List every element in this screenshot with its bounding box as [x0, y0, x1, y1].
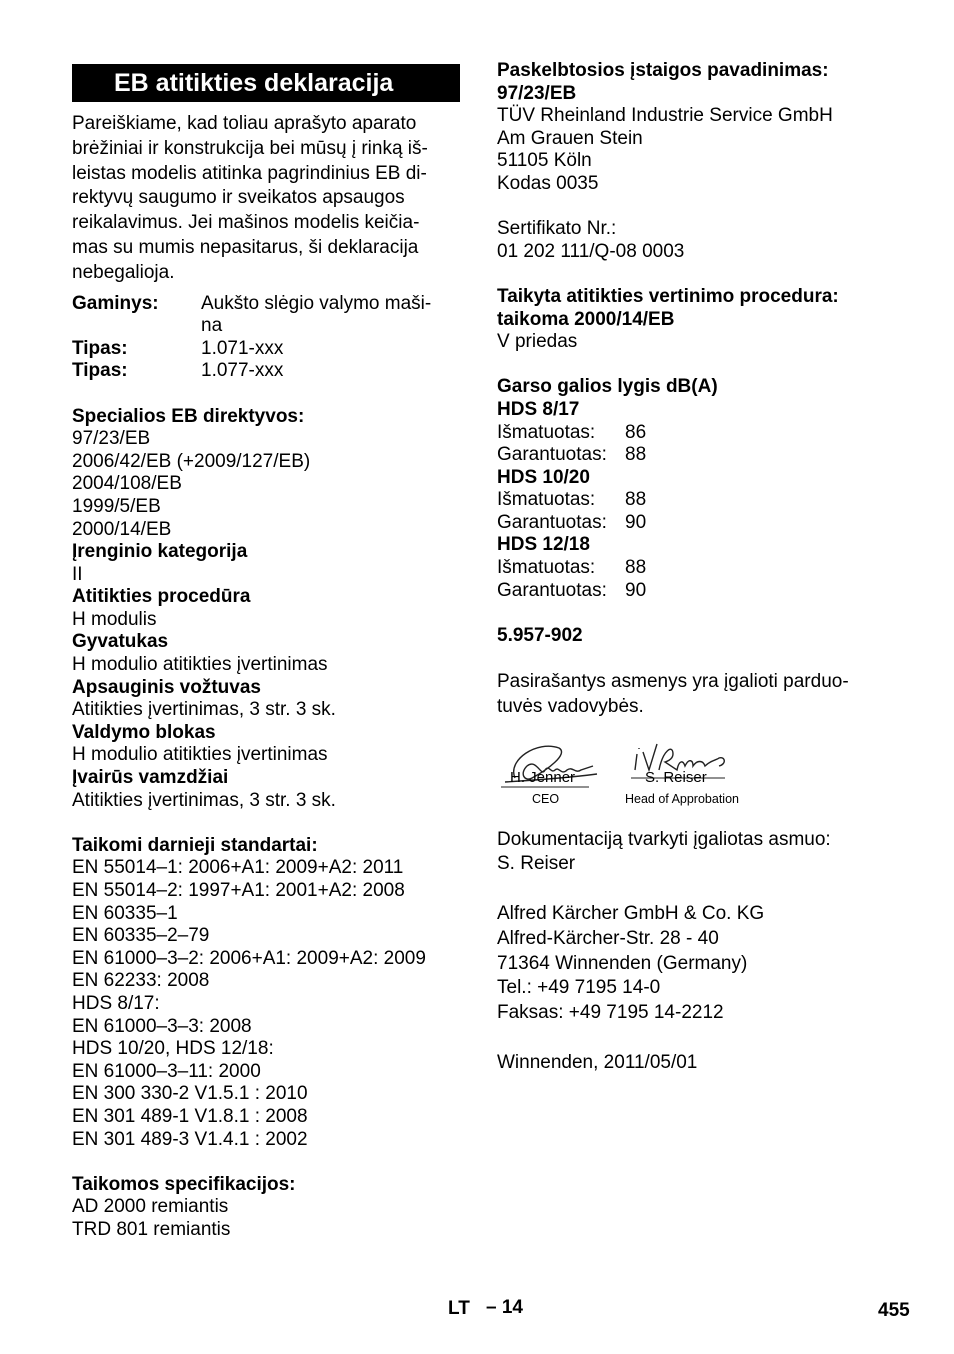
footer-page-number: 455 [878, 1300, 910, 1321]
notified-body-line: TÜV Rheinland Industrie Service GmbH [497, 105, 833, 127]
intro-line: leistas modelis atitinka pagrindinius EB di- [72, 162, 427, 184]
model-name: HDS 8/17 [497, 398, 580, 420]
type-label: Tipas: [72, 360, 128, 382]
guaranteed-label: Garantuotas: [497, 444, 607, 466]
measured-value: 88 [625, 489, 647, 511]
product-value-line: na [201, 315, 223, 337]
intro-line: Pareiškiame, kad toliau aprašyto aparato [72, 113, 417, 134]
intro-line: mas su mumis nepasitarus, ši deklaracija [72, 236, 419, 258]
standard-item: EN 62233: 2008 [72, 970, 210, 992]
company-line: Alfred-Kärcher-Str. 28 - 40 [497, 927, 719, 949]
footer-page-label: – 14 [486, 1297, 523, 1318]
section-heading: Apsauginis vožtuvas [72, 676, 261, 698]
directive-item: 2004/108/EB [72, 473, 182, 495]
type-label: Tipas: [72, 337, 128, 359]
notified-body-line: Kodas 0035 [497, 172, 599, 194]
intro-line: rektyvų saugumo ir sveikatos apsaugos [72, 187, 405, 209]
directives-section [72, 406, 460, 813]
standard-item: EN 60335–2–79 [72, 925, 210, 947]
section-heading: Valdymo blokas [72, 721, 216, 743]
standard-item: HDS 10/20, HDS 12/18: [72, 1038, 274, 1060]
sound-values [497, 557, 646, 602]
type-value: 1.071-xxx [201, 337, 284, 359]
measured-label: Išmatuotas: [497, 557, 596, 579]
notified-body-heading: Paskelbtosios įstaigos pavadinimas: [497, 60, 829, 81]
section-text: H modulio atitikties įvertinimas [72, 654, 328, 676]
standards-heading: Taikomi darnieji standartai: [72, 834, 318, 856]
directives-heading: Specialios EB direktyvos: [72, 405, 305, 427]
directive-item: 1999/5/EB [72, 495, 161, 517]
section-heading: Įrenginio kategorija [72, 541, 248, 563]
product-table [72, 293, 431, 383]
place-date: Winnenden, 2011/05/01 [497, 1051, 698, 1073]
directive-item: 2006/42/EB (+2009/127/EB) [72, 450, 311, 472]
product-label: Gaminys: [72, 292, 159, 314]
section-text: Atitikties įvertinimas, 3 str. 3 sk. [72, 699, 336, 721]
company-line: Faksas: +49 7195 14-2212 [497, 1002, 724, 1024]
notified-body-line: Am Grauen Stein [497, 127, 643, 149]
signer-role: CEO [532, 791, 560, 806]
guaranteed-label: Garantuotas: [497, 579, 607, 601]
spec-item: AD 2000 remiantis [72, 1196, 229, 1218]
directive-item: 97/23/EB [72, 428, 151, 450]
company-line: Alfred Kärcher GmbH & Co. KG [497, 903, 765, 925]
signatories-paragraph [497, 670, 897, 720]
guaranteed-value: 90 [625, 579, 647, 601]
model-name: HDS 10/20 [497, 466, 590, 488]
specs-heading: Taikomos specifikacijos: [72, 1173, 296, 1195]
section-heading: Atitikties procedūra [72, 586, 251, 608]
procedure-text: V priedas [497, 331, 578, 353]
product-value-line: Aukšto slėgio valymo maši- [201, 292, 432, 314]
standard-item: EN 301 489-3 V1.4.1 : 2002 [72, 1128, 308, 1150]
section-text: Atitikties įvertinimas, 3 str. 3 sk. [72, 789, 336, 811]
company-line: 71364 Winnenden (Germany) [497, 952, 748, 974]
documentation-label: Dokumentaciją tvarkyti įgaliotas asmuo: [497, 828, 831, 850]
measured-label: Išmatuotas: [497, 421, 596, 443]
section-heading: Gyvatukas [72, 631, 169, 653]
standard-item: HDS 8/17: [72, 992, 160, 1014]
type-value: 1.077-xxx [201, 360, 284, 382]
intro-line: brėžiniai ir konstrukcija bei mūsų į rinką iš- [72, 137, 428, 159]
procedure-heading: Taikyta atitikties vertinimo procedura: [497, 285, 839, 307]
type-row [72, 360, 431, 383]
right-column [497, 60, 897, 1076]
part-number: 5.957-902 [497, 624, 583, 646]
company-address [497, 902, 897, 1026]
signer-name: S. Reiser [645, 768, 707, 786]
spec-item: TRD 801 remiantis [72, 1218, 231, 1240]
standard-item: EN 55014–2: 1997+A1: 2001+A2: 2008 [72, 880, 405, 902]
intro-line: nebegalioja. [72, 261, 175, 283]
certificate-value: 01 202 111/Q-08 0003 [497, 240, 685, 262]
section-text: H modulio atitikties įvertinimas [72, 744, 328, 766]
directive-item: 2000/14/EB [72, 518, 172, 540]
signatories-line: tuvės vadovybės. [497, 695, 644, 717]
signer-name: H. Jenner [510, 768, 576, 786]
standard-item: EN 55014–1: 2006+A1: 2009+A2: 2011 [72, 857, 404, 879]
certificate-section [497, 218, 897, 263]
measured-value: 88 [625, 557, 647, 579]
page-title: EB atitikties deklaracija [72, 64, 460, 102]
type-row [72, 338, 431, 361]
documentation-name: S. Reiser [497, 853, 576, 875]
section-text: II [72, 563, 83, 585]
notified-body-heading: 97/23/EB [497, 82, 577, 104]
sound-values [497, 422, 646, 467]
sound-values [497, 489, 646, 534]
intro-paragraph [72, 112, 460, 286]
signatories-line: Pasirašantys asmenys yra įgalioti parduo- [497, 671, 849, 693]
standard-item: EN 61000–3–11: 2000 [72, 1060, 261, 1082]
section-text: H modulis [72, 608, 157, 630]
procedure-section [497, 286, 897, 354]
standard-item: EN 61000–3–3: 2008 [72, 1015, 252, 1037]
guaranteed-label: Garantuotas: [497, 511, 607, 533]
measured-label: Išmatuotas: [497, 489, 596, 511]
signer-role: Head of Approbation [625, 791, 739, 806]
standards-section [72, 835, 460, 1151]
certificate-label: Sertifikato Nr.: [497, 218, 617, 240]
company-line: Tel.: +49 7195 14-0 [497, 977, 661, 999]
standard-item: EN 300 330-2 V1.5.1 : 2010 [72, 1083, 308, 1105]
measured-value: 86 [625, 421, 647, 443]
sound-heading: Garso galios lygis dB(A) [497, 376, 718, 398]
footer-language: LT [448, 1298, 470, 1319]
left-column [72, 60, 460, 1242]
standard-item: EN 301 489-1 V1.8.1 : 2008 [72, 1105, 308, 1127]
model-name: HDS 12/18 [497, 534, 590, 556]
standard-item: EN 61000–3–2: 2006+A1: 2009+A2: 2009 [72, 947, 426, 969]
product-value [201, 293, 431, 338]
section-heading: Įvairūs vamzdžiai [72, 767, 229, 789]
signature-block [497, 730, 897, 828]
notified-body-line: 51105 Köln [497, 150, 592, 172]
signature-reiser [635, 744, 724, 770]
procedure-heading: taikoma 2000/14/EB [497, 308, 675, 330]
specs-section [72, 1174, 460, 1242]
guaranteed-value: 90 [625, 511, 647, 533]
sound-section [497, 376, 897, 602]
product-row [72, 293, 431, 338]
notified-body-section [497, 60, 897, 196]
standard-item: EN 60335–1 [72, 902, 178, 924]
guaranteed-value: 88 [625, 444, 647, 466]
intro-line: reikalavimus. Jei mašinos modelis keičia- [72, 212, 420, 234]
documentation-section [497, 828, 897, 878]
